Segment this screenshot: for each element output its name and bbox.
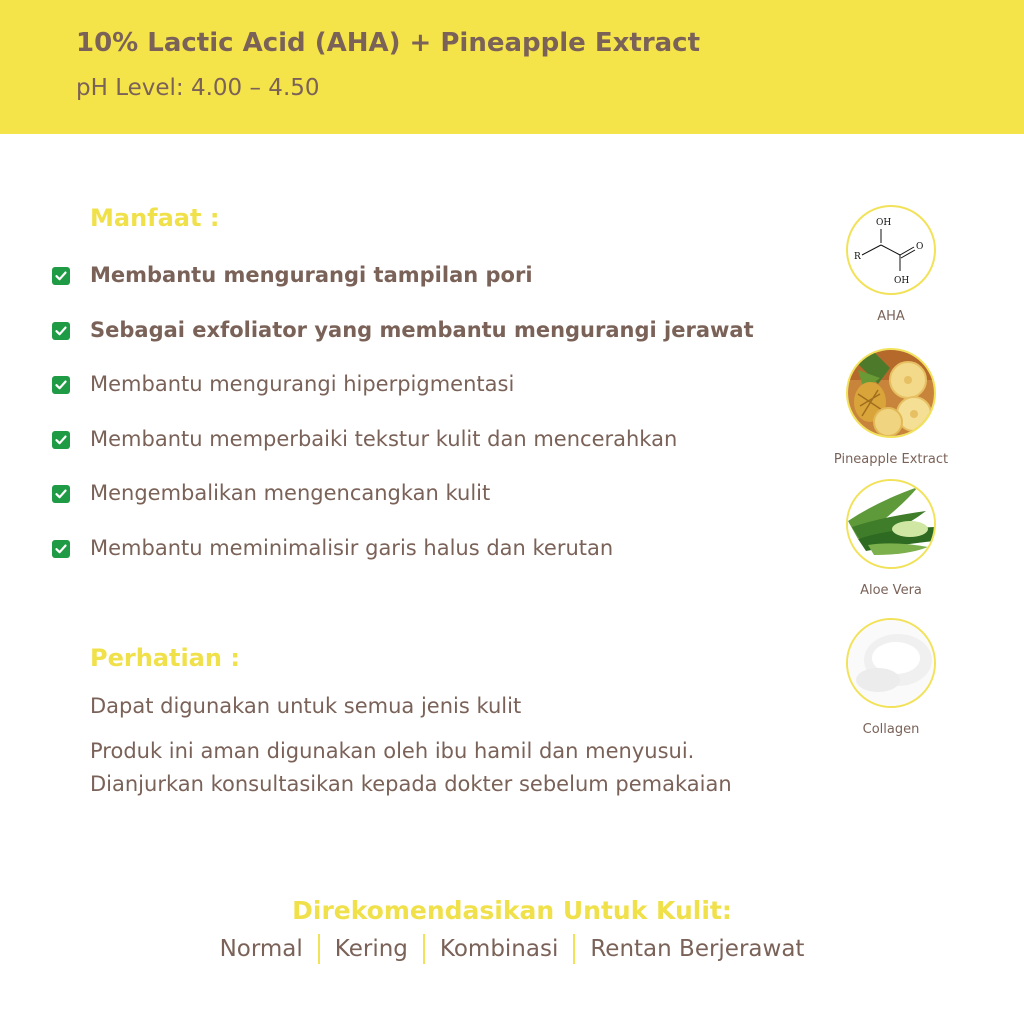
svg-text:R: R xyxy=(854,252,861,262)
recommended-title: Direkomendasikan Untuk Kulit: xyxy=(292,896,732,925)
aloe-vera-image xyxy=(846,479,936,569)
svg-text:OH: OH xyxy=(894,276,910,286)
benefit-item xyxy=(52,531,812,586)
benefit-text: Membantu mengurangi tampilan pori xyxy=(90,263,533,287)
header-band xyxy=(0,0,1024,134)
ingredient-label: Collagen xyxy=(862,722,920,737)
benefit-text: Membantu memperbaiki tekstur kulit dan mencerahkan xyxy=(90,426,678,451)
checkmark-box-icon xyxy=(52,540,70,558)
ingredient-aha xyxy=(830,205,952,324)
ingredient-label: AHA xyxy=(877,309,905,324)
checkmark-box-icon xyxy=(52,322,70,340)
svg-text:OH: OH xyxy=(876,218,892,228)
benefits-heading: Manfaat : xyxy=(90,204,220,232)
skin-type-label: Normal xyxy=(219,936,303,962)
ingredient-label: Pineapple Extract xyxy=(833,452,949,467)
benefit-item xyxy=(52,422,812,477)
ph-level: pH Level: 4.00 – 4.50 xyxy=(76,75,320,101)
ingredient-pineapple xyxy=(830,348,952,467)
skin-type-label: Rentan Berjerawat xyxy=(590,936,805,962)
attention-note: Produk ini aman digunakan oleh ibu hamil dan menyusui. Dianjurkan konsultasikan kepada dokter sebelum pemakaian xyxy=(90,739,732,796)
ingredient-collagen xyxy=(830,618,952,737)
ingredient-aloe-vera xyxy=(830,479,952,598)
checkmark-box-icon xyxy=(52,485,70,503)
svg-text:O: O xyxy=(916,242,924,252)
ingredient-label: Aloe Vera xyxy=(860,583,922,598)
skin-type-list xyxy=(0,932,1024,966)
benefit-text: Sebagai exfoliator yang membantu mengurangi jerawat xyxy=(90,317,754,342)
pineapple-image xyxy=(846,348,936,438)
benefit-text: Membantu meminimalisir garis halus dan kerutan xyxy=(90,535,614,560)
benefit-list xyxy=(52,258,812,586)
checkmark-box-icon xyxy=(52,376,70,394)
collagen-image xyxy=(846,618,936,708)
checkmark-box-icon xyxy=(52,267,70,285)
skin-type-label: Kering xyxy=(334,936,408,962)
benefit-text: Membantu mengurangi hiperpigmentasi xyxy=(90,372,515,397)
skin-type-label: Kombinasi xyxy=(439,936,559,962)
aha-structure-image xyxy=(846,205,936,295)
benefit-item xyxy=(52,476,812,531)
benefit-text: Mengembalikan mengencangkan kulit xyxy=(90,481,491,506)
checkmark-box-icon xyxy=(52,431,70,449)
benefit-item xyxy=(52,258,812,313)
benefit-item xyxy=(52,313,812,368)
benefit-item xyxy=(52,367,812,422)
attention-note: Dapat digunakan untuk semua jenis kulit xyxy=(90,694,522,718)
product-title: 10% Lactic Acid (AHA) + Pineapple Extract xyxy=(76,28,701,58)
attention-heading: Perhatian : xyxy=(90,644,240,672)
